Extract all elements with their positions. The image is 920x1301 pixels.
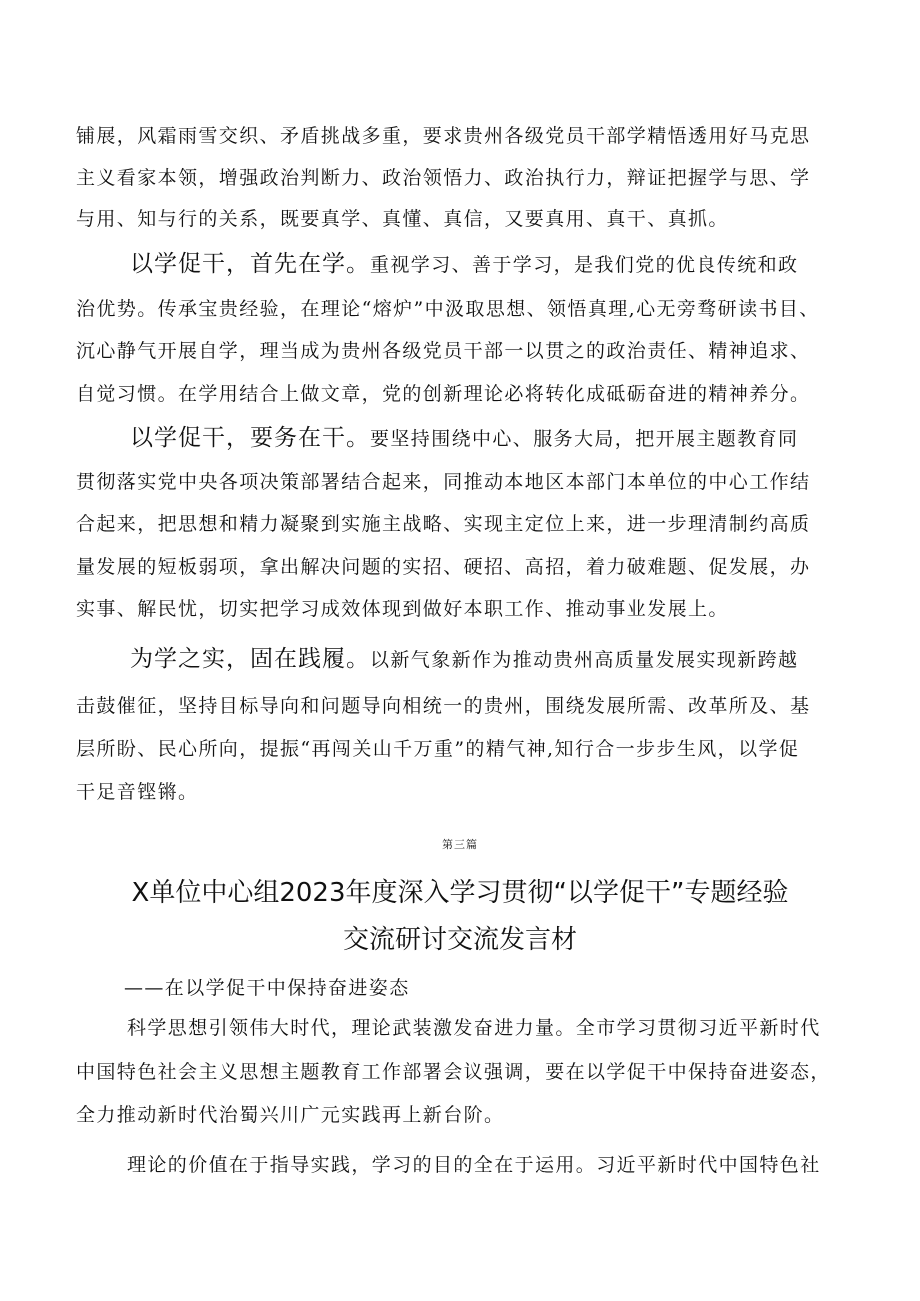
document-title: 交流研讨交流发言材 <box>342 925 577 955</box>
paragraph-heading: 为学之实，固在践履。 <box>130 646 370 672</box>
paragraph-line: 中国特色社会主义思想主题教育工作部署会议强调，要在以学促干中保持奋进姿态， <box>76 1061 831 1083</box>
document-title: X单位中心组2023年度深入学习贯彻“以学促干”专题经验 <box>131 878 789 908</box>
paragraph-line: 实事、解民忧，切实把学习成效体现到做好本职工作、推动事业发展上。 <box>76 598 729 620</box>
paragraph-text: 要坚持围绕中心、服务大局，把开展主题教育同 <box>370 428 799 450</box>
document-subtitle: ——在以学促干中保持奋进姿态 <box>124 977 410 999</box>
paragraph-line: 自觉习惯。在学用结合上做文章，党的创新理论必将转化成砥砺奋进的精神养分。 <box>76 383 811 405</box>
paragraph-line: 铺展，风霜雨雪交织、矛盾挑战多重，要求贵州各级党员干部学精悟透用好马克思 <box>76 125 811 147</box>
paragraph-line: 合起来，把思想和精力凝聚到实施主战略、实现主定位上来，进一步理清制约高质 <box>76 513 811 535</box>
paragraph-first-line <box>130 252 798 277</box>
paragraph-heading: 以学促干，要务在干。 <box>130 425 370 451</box>
paragraph-line: 击鼓催征，坚持目标导向和问题导向相统一的贵州，围绕发展所需、改革所及、基 <box>76 695 811 717</box>
paragraph-text: 以新气象新作为推动贵州高质量发展实现新跨越 <box>370 649 799 671</box>
paragraph-first-line <box>130 426 798 451</box>
paragraph-line: 干足音铿锵。 <box>76 781 199 803</box>
paragraph-line: 理论的价值在于指导实践，学习的目的全在于运用。习近平新时代中国特色社 <box>127 1154 821 1176</box>
paragraph-first-line <box>130 647 798 672</box>
paragraph-line: 全力推动新时代治蜀兴川广元实践再上新台阶。 <box>76 1104 505 1126</box>
paragraph-line: 层所盼、民心所向，提振“再闯关山千万重”的精气神,知行合一步步生风，以学促 <box>76 738 800 760</box>
paragraph-line: 主义看家本领，增强政治判断力、政治领悟力、政治执行力，辩证把握学与思、学 <box>76 167 811 189</box>
paragraph-line: 量发展的短板弱项，拿出解决问题的实招、硬招、高招，着力破难题、促发展，办 <box>76 556 811 578</box>
paragraph-line: 与用、知与行的关系，既要真学、真懂、真信，又要真用、真干、真抓。 <box>76 208 729 230</box>
paragraph-text: 重视学习、善于学习，是我们党的优良传统和政 <box>370 254 799 276</box>
paragraph-line: 贯彻落实党中央各项决策部署结合起来，同推动本地区本部门本单位的中心工作结 <box>76 471 811 493</box>
paragraph-line: 科学思想引领伟大时代，理论武装激发奋进力量。全市学习贯彻习近平新时代 <box>127 1017 821 1039</box>
paragraph-heading: 以学促干，首先在学。 <box>130 251 370 277</box>
paragraph-line: 沉心静气开展自学，理当成为贵州各级党员干部一以贯之的政治责任、精神追求、 <box>76 340 811 362</box>
paragraph-line: 治优势。传承宝贵经验，在理论“熔炉”中汲取思想、领悟真理,心无旁骛研读书目、 <box>76 298 820 320</box>
section-label: 第三篇 <box>442 838 478 851</box>
